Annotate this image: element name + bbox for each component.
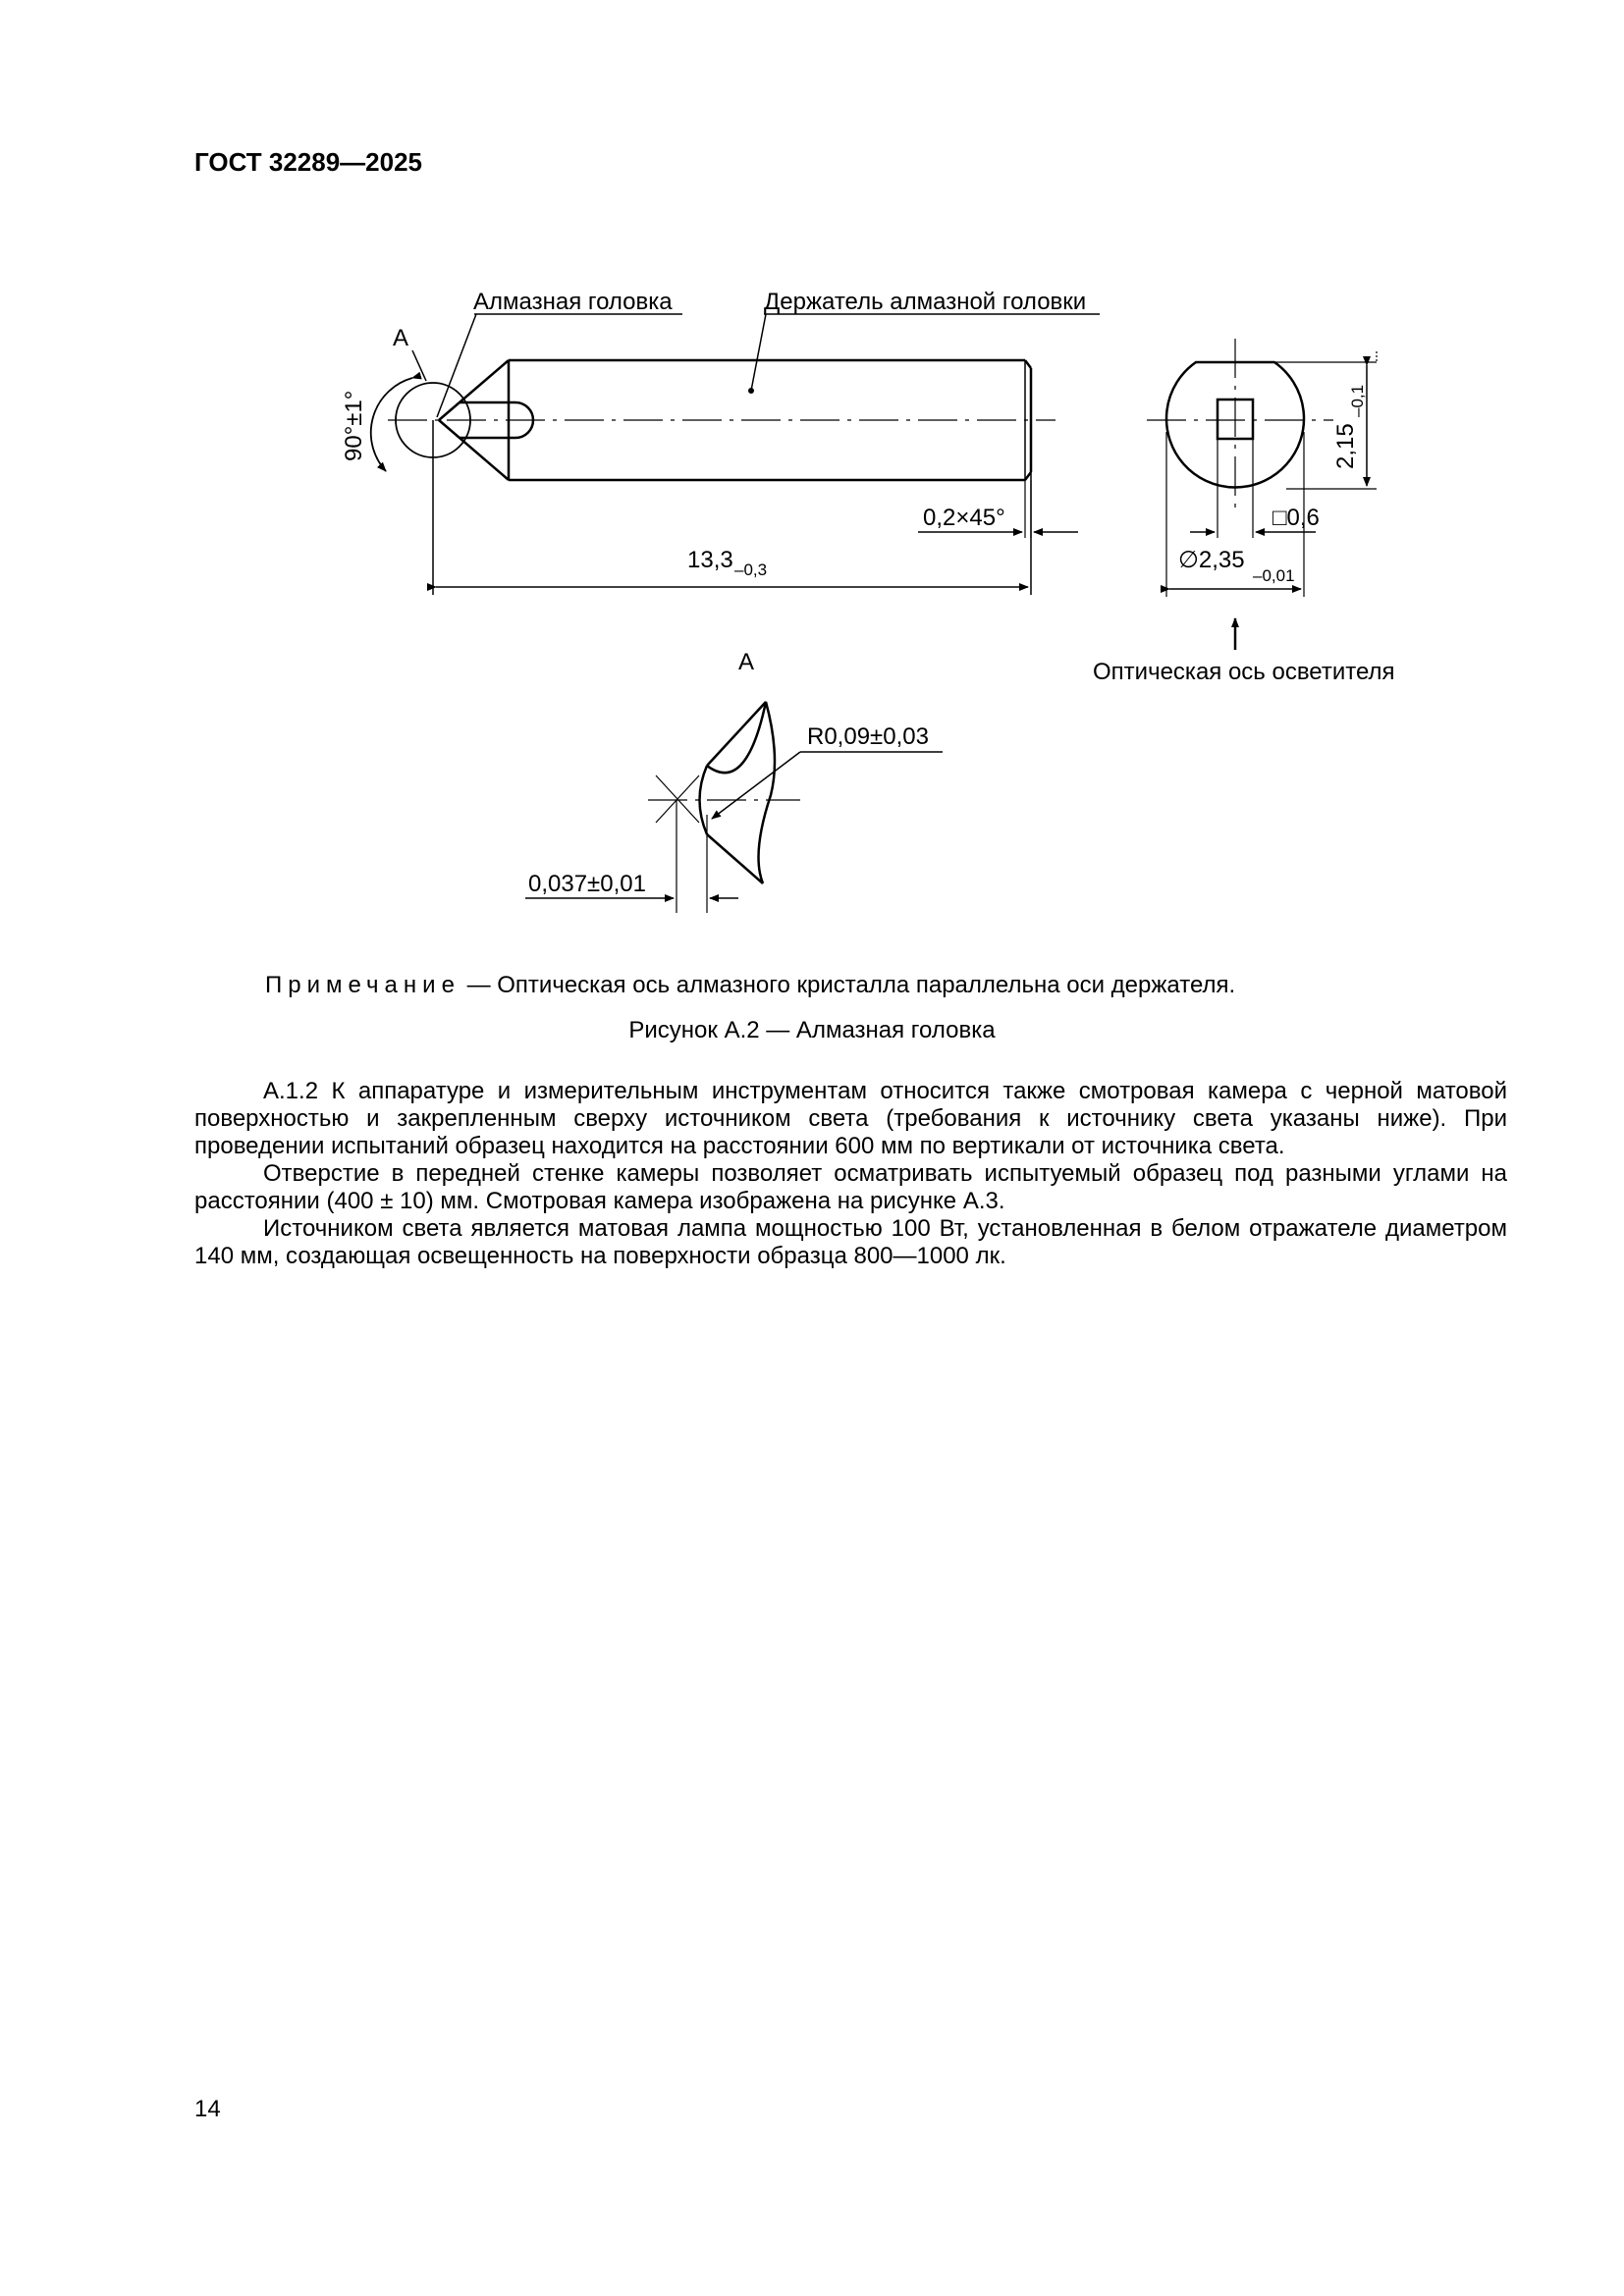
angle-label: 90°±1° [341, 390, 367, 461]
detail-title: А [738, 649, 755, 675]
radius-label: R0,09±0,03 [807, 723, 929, 750]
optical-axis-label: Оптическая ось осветителя [1093, 659, 1395, 685]
page-number: 14 [194, 2096, 221, 2122]
angle-arc [371, 378, 412, 471]
diameter-label: ∅2,35 [1178, 547, 1245, 573]
holder-label: Держатель алмазной головки [764, 289, 1087, 315]
body-text [194, 1078, 1507, 1270]
paragraph: Источником света является матовая лампа мощностью 100 Вт, установленная в белом отражателе диаметром 140 мм, создающая освещенность на поверхности образца 800—1000 лк. [194, 1215, 1507, 1269]
diameter-tol: –0,01 [1253, 566, 1295, 585]
document-header: ГОСТ 32289—2025 [194, 147, 422, 177]
detail-a-view [648, 702, 800, 913]
note-label: Примечание [265, 972, 460, 998]
note-text: Оптическая ось алмазного кристалла параллельна оси держателя. [497, 972, 1236, 998]
height-tol: –0,1 [1348, 384, 1367, 417]
diamond-head-label: Алмазная головка [473, 289, 673, 315]
note-dash: — [466, 972, 491, 998]
figure-note [265, 972, 1235, 999]
figure-drawing [0, 0, 1624, 942]
length-tol: –0,3 [734, 561, 768, 579]
paragraph: Отверстие в передней стенке камеры позволяет осматривать испытуемый образец под разными углами на расстоянии (400 ± 10) мм. Смотровая камера изображена на рисунке А.3. [194, 1160, 1507, 1214]
figure-caption: Рисунок А.2 — Алмазная головка [628, 1017, 996, 1043]
length-label: 13,3 [687, 547, 733, 573]
height-label: 2,15 [1332, 423, 1359, 469]
paragraph: А.1.2 К аппаратуре и измерительным инструментам относится также смотровая камера с черной матовой поверхностью и закрепленным сверху источником света (требования к источнику света указаны ниже). При проведении испытаний образец находится на расстоянии 600 мм по вертикали от источника света. [194, 1078, 1507, 1159]
offset-label: 0,037±0,01 [528, 871, 646, 897]
square-label: □0,6 [1272, 505, 1320, 531]
chamfer-label: 0,2×45° [923, 505, 1005, 531]
view-a-label: А [393, 325, 409, 351]
